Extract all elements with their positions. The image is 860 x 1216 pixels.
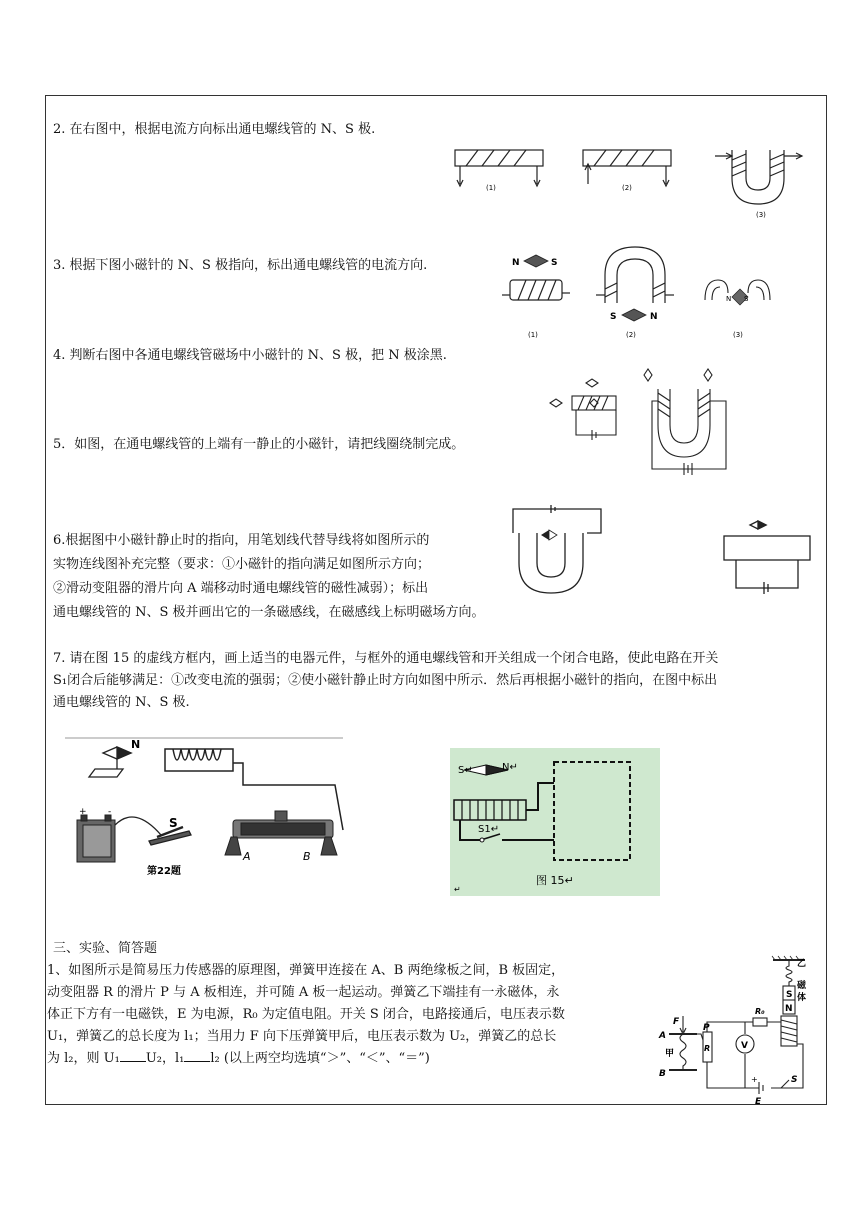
question-6-line-4: 通电螺线管的 N、S 极并画出它的一条磁感线，在磁感线上标明磁场方向。	[53, 605, 485, 620]
q2-label-1: (1)	[486, 184, 496, 192]
sensor-ti: 体	[797, 993, 807, 1003]
q2-u-solenoid-3	[715, 150, 802, 204]
q6-u-magnet-figure	[505, 505, 605, 600]
q2-label-3: (3)	[756, 211, 766, 219]
question-7-line-3: 通电螺线管的 N、S 极.	[53, 695, 190, 710]
sensor-r: R	[704, 1044, 711, 1053]
svg-text:S: S	[744, 295, 749, 303]
q3-needle-2	[610, 309, 658, 322]
sensor-f: F	[673, 1017, 680, 1027]
blank-1[interactable]	[120, 1048, 146, 1062]
fig22-battery	[77, 815, 115, 862]
q3-label-2: (2)	[626, 331, 636, 339]
sensor-ci: 磁	[797, 981, 807, 991]
sensor-s-pole: S	[786, 990, 793, 1000]
q2-figures	[440, 140, 820, 220]
fig22-minus: -	[108, 807, 112, 817]
fig15-s: S↵	[458, 765, 473, 776]
sensor-yi: 乙	[797, 959, 807, 969]
q3-u-solenoid-2	[596, 247, 674, 303]
fig22-n: N	[131, 738, 141, 751]
svg-text:N: N	[512, 258, 520, 268]
svg-text:S: S	[610, 312, 617, 322]
sensor-n-pole: N	[785, 1004, 793, 1014]
q2-solenoid-2	[583, 150, 671, 186]
question-7-line-1: 7. 请在图 15 的虚线方框内，画上适当的电器元件，与框外的通电螺线管和开关组成一个闭合电路，使此电路在开关	[53, 651, 719, 666]
q2-label-2: (2)	[622, 184, 632, 192]
fig22-solenoid	[165, 749, 343, 830]
fig22-plus: +	[79, 807, 87, 817]
sensor-v: V	[741, 1041, 748, 1051]
question-5-text: 5．如图，在通电螺线管的上端有一静止的小磁针，请把线圈绕制完成。	[53, 437, 465, 452]
svg-text:S: S	[551, 258, 558, 268]
question-4-text: 4. 判断右图中各通电螺线管磁场中小磁针的 N、S 极，把 N 极涂黑.	[53, 348, 447, 363]
section-3-line-1: 1、如图所示是简易压力传感器的原理图，弹簧甲连接在 A、B 两绝缘板之间，B 板固定，	[47, 963, 565, 978]
section-3-line-2: 动变阻器 R 的滑片 P 与 A 板相连，并可随 A 板一起运动。弹簧乙下端挂有一永磁体，永	[47, 985, 560, 1000]
compass-stand	[89, 747, 131, 777]
q4-figures	[540, 365, 730, 475]
svg-text:N: N	[650, 312, 658, 322]
sensor-a: A	[659, 1031, 666, 1041]
fig22-rheostat	[225, 811, 337, 855]
fig22-b: B	[303, 850, 311, 863]
sensor-b: B	[659, 1069, 666, 1079]
figure-15	[450, 748, 660, 896]
q3-label-1: (1)	[528, 331, 538, 339]
q2-solenoid-1	[455, 150, 543, 186]
fig15-n: N↵	[502, 762, 518, 773]
question-7-line-2: S₁闭合后能够满足：①改变电流的强弱；②使小磁针静止时方向如图中所示．然后再根据小磁针的指向，在图中标出	[53, 673, 718, 688]
fig22-a: A	[243, 850, 251, 863]
section-3-line-3: 体正下方有一电磁铁，E 为电源，R₀ 为定值电阻。开关 S 闭合，电路接通后，电压表示数	[47, 1007, 565, 1022]
fig22-switch-label: S	[169, 816, 178, 830]
section-3-title: 三、实验、简答题	[53, 941, 158, 956]
q3-label-3: (3)	[733, 331, 743, 339]
fig15-return-mark: ↵	[454, 885, 461, 894]
section-3-line-5: 为 l₂，则 U₁ U₂，l₁ l₂ (以上两空均选填“＞”、“＜”、“＝”)	[47, 1048, 430, 1070]
sensor-jia: 甲	[665, 1049, 675, 1059]
section-3-line-4: U₁，弹簧乙的总长度为 l₁；当用力 F 向下压弹簧甲后，电压表示数为 U₂，弹簧乙的总长	[47, 1029, 557, 1044]
question-3-text: 3. 根据下图小磁针的 N、S 极指向，标出通电螺线管的电流方向.	[53, 258, 428, 273]
fig15-s1: S1↵	[478, 824, 500, 835]
q4-solenoid-a	[550, 379, 616, 440]
fig22-switch	[115, 817, 191, 845]
sensor-switch: S	[791, 1075, 798, 1085]
q3-solenoid-1	[502, 280, 570, 300]
sensor-p: P	[703, 1023, 710, 1033]
question-2-text: 2. 在右图中，根据电流方向标出通电螺线管的 N、S 极.	[53, 122, 376, 137]
blank-2[interactable]	[184, 1048, 210, 1062]
q3-needle-3	[726, 289, 749, 305]
q3-figures	[500, 245, 820, 345]
question-6-line-2: 实物连线图补充完整（要求：①小磁针的指向满足如图所示方向；	[53, 557, 431, 572]
figure-22	[65, 735, 345, 880]
fig15-caption: 图 15↵	[536, 874, 574, 887]
sensor-e: E	[755, 1097, 762, 1107]
fig22-caption: 第22题	[147, 866, 181, 877]
q4-u-solenoid-b	[644, 369, 726, 475]
sensor-r0: R₀	[755, 1007, 765, 1016]
question-6-line-1: 6.根据图中小磁针静止时的指向，用笔划线代替导线将如图所示的	[53, 533, 430, 548]
q6-solenoid-figure	[722, 520, 822, 595]
sensor-plus: +	[751, 1075, 758, 1084]
pressure-sensor-figure	[655, 958, 815, 1107]
question-6-line-3: ②滑动变阻器的滑片向 A 端移动时通电螺线管的磁性减弱）；标出	[53, 581, 429, 596]
q3-needle-1	[512, 255, 557, 268]
svg-text:N: N	[726, 295, 732, 303]
